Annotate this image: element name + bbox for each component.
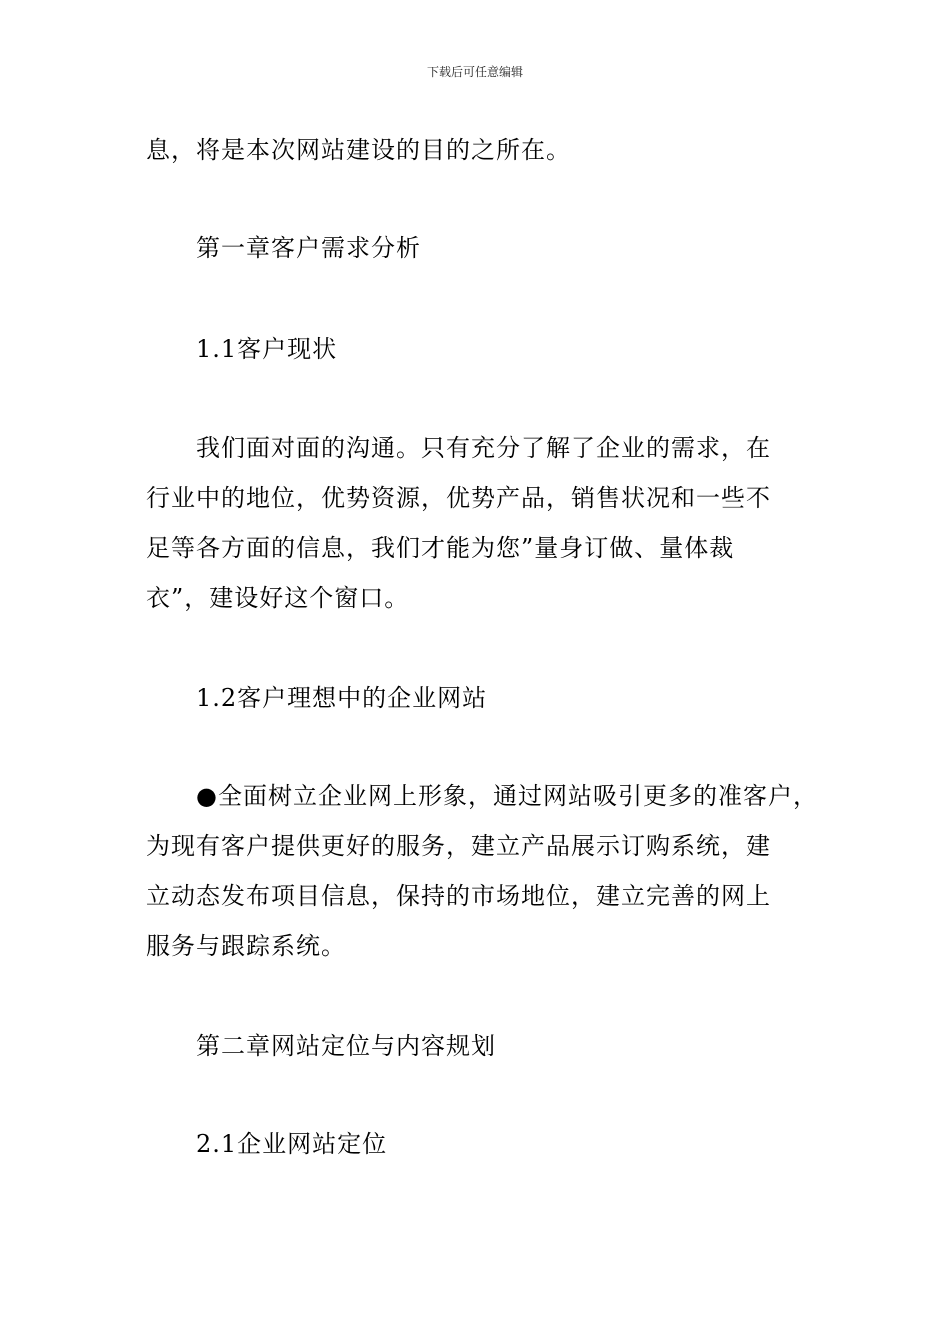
header-note: 下载后可任意编辑	[426, 65, 523, 79]
section-heading: 1.2客户理想中的企业网站	[196, 684, 488, 712]
bullet-paragraph-line: ●全面树立企业网上形象，通过网站吸引更多的准客户，	[196, 782, 818, 810]
paragraph-line: 我们面对面的沟通。只有充分了解了企业的需求，在	[196, 434, 771, 462]
paragraph-line: 行业中的地位，优势资源，优势产品，销售状况和一些不	[146, 484, 771, 512]
paragraph-line: 立动态发布项目信息，保持的市场地位，建立完善的网上	[146, 882, 771, 910]
paragraph-line: 衣”，建设好这个窗口。	[146, 584, 410, 612]
paragraph-line: 服务与跟踪系统。	[146, 932, 346, 960]
chapter-heading: 第一章客户需求分析	[196, 234, 421, 262]
chapter-heading: 第二章网站定位与内容规划	[196, 1032, 496, 1060]
paragraph-line: 息，将是本次网站建设的目的之所在。	[146, 136, 571, 164]
section-heading: 2.1企业网站定位	[196, 1130, 388, 1158]
section-heading: 1.1客户现状	[196, 335, 338, 363]
paragraph-line: 为现有客户提供更好的服务，建立产品展示订购系统，建	[146, 832, 771, 860]
paragraph-line: 足等各方面的信息，我们才能为您”量身订做、量体裁	[146, 534, 735, 562]
